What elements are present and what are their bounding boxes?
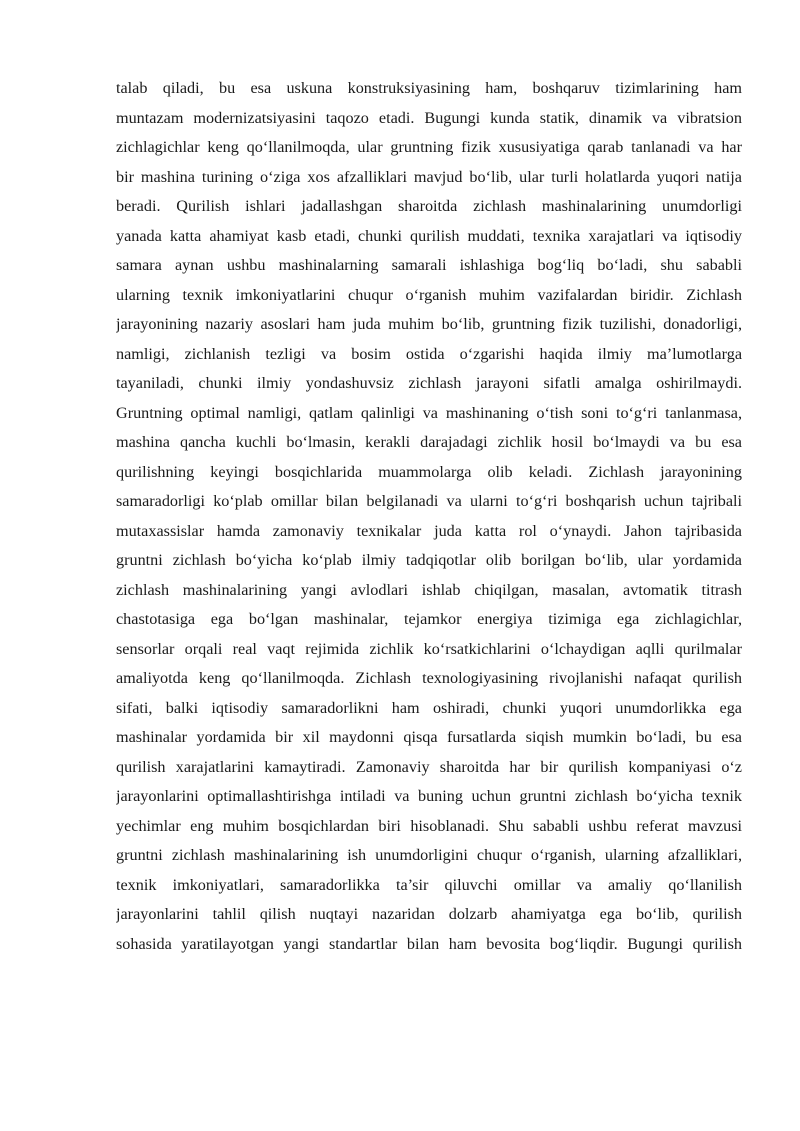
text-line: gruntni zichlash mashinalarining ish unumdorligini chuqur o‘rganish, ularning afzalliklari, xyxy=(116,846,742,864)
text-line: jarayonining nazariy asoslari ham juda muhim bo‘lib, gruntning fizik tuzilishi, donadorligi, xyxy=(116,315,742,333)
text-line: zichlagichlar keng qo‘llanilmoqda, ular gruntning fizik xususiyatiga qarab tanlanadi va har xyxy=(116,138,742,156)
text-line: jarayonlarini optimallashtirishga intiladi va buning uchun gruntni zichlash bo‘yicha texnik xyxy=(116,787,742,805)
text-line: yechimlar eng muhim bosqichlardan biri hisoblanadi. Shu sababli ushbu referat mavzusi xyxy=(116,816,742,835)
text-line: mashina qancha kuchli bo‘lmasin, kerakli darajadagi zichlik hosil bo‘lmaydi va bu esa xyxy=(116,433,742,451)
text-line: muntazam modernizatsiyasini taqozo etadi. Bugungi kunda statik, dinamik va vibratsion xyxy=(116,108,742,127)
body-text xyxy=(116,74,742,959)
text-line: zichlash mashinalarining yangi avlodlari ishlab chiqilgan, masalan, avtomatik titrash xyxy=(116,580,742,599)
text-line: qurilish xarajatlarini kamaytiradi. Zamonaviy sharoitda har bir qurilish kompaniyasi o‘z xyxy=(116,757,742,776)
text-line: ularning texnik imkoniyatlarini chuqur o‘rganish muhim vazifalardan biridir. Zichlash xyxy=(116,285,742,304)
text-line: talab qiladi, bu esa uskuna konstruksiyasining ham, boshqaruv tizimlarining ham xyxy=(116,79,742,97)
text-line: beradi. Qurilish ishlari jadallashgan sharoitda zichlash mashinalarining unumdorligi xyxy=(116,197,742,215)
text-line: jarayonlarini tahlil qilish nuqtayi nazaridan dolzarb ahamiyatga ega bo‘lib, qurilish xyxy=(116,905,742,923)
text-line: mutaxassislar hamda zamonaviy texnikalar juda katta rol o‘ynaydi. Jahon tajribasida xyxy=(116,521,742,540)
text-line: yanada katta ahamiyat kasb etadi, chunki qurilish muddati, texnika xarajatlari va iqtisodiy xyxy=(116,226,742,245)
text-line: sohasida yaratilayotgan yangi standartlar bilan ham bevosita bog‘liqdir. Bugungi qurilish xyxy=(116,934,742,953)
text-line: sifati, balki iqtisodiy samaradorlikni ham oshiradi, chunki yuqori unumdorlikka ega xyxy=(116,698,742,717)
text-line: mashinalar yordamida bir xil maydonni qisqa fursatlarda siqish mumkin bo‘ladi, bu esa xyxy=(116,728,742,746)
text-line: qurilishning keyingi bosqichlarida muammolarga olib keladi. Zichlash jarayonining xyxy=(116,462,742,481)
text-line: chastotasiga ega bo‘lgan mashinalar, tejamkor energiya tizimiga ega zichlagichlar, xyxy=(116,610,742,628)
text-line: amaliyotda keng qo‘llanilmoqda. Zichlash texnologiyasining rivojlanishi nafaqat qurilish xyxy=(116,669,742,687)
text-line: sensorlar orqali real vaqt rejimida zichlik ko‘rsatkichlarini o‘lchaydigan aqlli qurilmalar xyxy=(116,639,742,658)
text-line: namligi, zichlanish tezligi va bosim ostida o‘zgarishi haqida ilmiy ma’lumotlarga xyxy=(116,344,742,363)
text-line: samara aynan ushbu mashinalarning samarali ishlashiga bog‘liq bo‘ladi, shu sababli xyxy=(116,256,742,274)
text-line: tayaniladi, chunki ilmiy yondashuvsiz zichlash jarayoni sifatli amalga oshirilmaydi. xyxy=(116,374,742,392)
text-line: samaradorligi ko‘plab omillar bilan belgilanadi va ularni to‘g‘ri boshqarish uchun tajribali xyxy=(116,492,742,510)
text-line: texnik imkoniyatlari, samaradorlikka ta’sir qiluvchi omillar va amaliy qo‘llanilish xyxy=(116,875,742,894)
text-line: Gruntning optimal namligi, qatlam qalinligi va mashinaning o‘tish soni to‘g‘ri tanlanmasa, xyxy=(116,403,742,422)
text-line: bir mashina turining o‘ziga xos afzalliklari mavjud bo‘lib, ular turli holatlarda yuqori natija xyxy=(116,167,742,186)
text-line: gruntni zichlash bo‘yicha ko‘plab ilmiy tadqiqotlar olib borilgan bo‘lib, ular yordamida xyxy=(116,551,742,569)
